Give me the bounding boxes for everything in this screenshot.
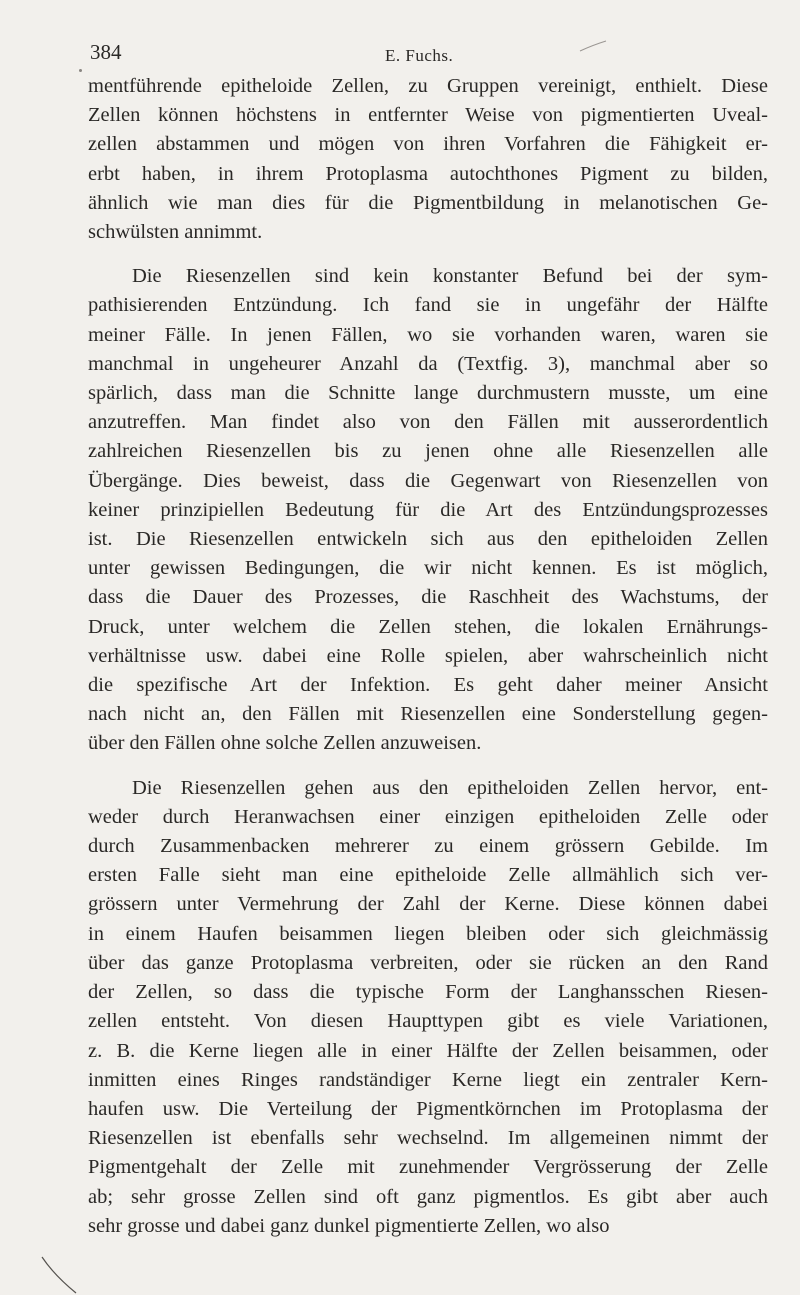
text-line: ähnlich wie man dies für die Pigmentbildung in melanotischen Ge- <box>88 191 768 214</box>
text-line: Die Riesenzellen gehen aus den epitheloiden Zellen hervor, ent- <box>132 776 768 799</box>
text-line: weder durch Heranwachsen einer einzigen epitheloiden Zelle oder <box>88 805 768 828</box>
running-head: E. Fuchs. <box>385 46 454 65</box>
text-line: mentführende epitheloide Zellen, zu Gruppen vereinigt, enthielt. Diese <box>88 75 768 97</box>
text-line: keiner prinzipiellen Bedeutung für die Art des Entzündungsprozesses <box>88 498 768 521</box>
text-line: zahlreichen Riesenzellen bis zu jenen ohne alle Riesenzellen alle <box>88 440 768 463</box>
text-line: Die Riesenzellen sind kein konstanter Befund bei der sym- <box>132 265 768 288</box>
text-line: ersten Falle sieht man eine epitheloide Zelle allmählich sich ver- <box>88 864 768 887</box>
text-line: manchmal in ungeheurer Anzahl da (Textfig. 3), manchmal aber so <box>88 352 768 375</box>
text-line: unter gewissen Bedingungen, die wir nicht kennen. Es ist möglich, <box>88 557 768 580</box>
text-line: durch Zusammenbacken mehrerer zu einem grössern Gebilde. Im <box>88 835 768 858</box>
text-line: Riesenzellen ist ebenfalls sehr wechselnd. Im allgemeinen nimmt der <box>88 1127 768 1150</box>
paragraph <box>88 262 768 758</box>
paragraph <box>88 72 768 247</box>
paragraph <box>88 774 768 1241</box>
text-line: zellen abstammen und mögen von ihren Vorfahren die Fähigkeit er- <box>88 133 768 156</box>
text-line: Zellen können höchstens in entfernter Weise von pigmentierten Uveal- <box>88 104 768 127</box>
text-line: schwülsten annimmt. <box>88 221 263 244</box>
page-number: 384 <box>90 40 122 64</box>
page-corner-line <box>40 1255 80 1295</box>
text-line: Druck, unter welchem die Zellen stehen, die lokalen Ernährungs- <box>88 615 768 638</box>
text-line: Pigmentgehalt der Zelle mit zunehmender Vergrösserung der Zelle <box>88 1156 768 1179</box>
text-line: Übergänge. Dies beweist, dass die Gegenwart von Riesenzellen von <box>88 469 768 492</box>
text-line: meiner Fälle. In jenen Fällen, wo sie vorhanden waren, waren sie <box>88 323 768 346</box>
text-line: grössern unter Vermehrung der Zahl der Kerne. Diese können dabei <box>88 893 768 916</box>
text-line: pathisierenden Entzündung. Ich fand sie in ungefähr der Hälfte <box>88 294 768 317</box>
text-line: der Zellen, so dass die typische Form der Langhansschen Riesen- <box>88 981 768 1004</box>
text-line: z. B. die Kerne liegen alle in einer Hälfte der Zellen beisammen, oder <box>88 1039 768 1062</box>
text-line: ab; sehr grosse Zellen sind oft ganz pigmentlos. Es gibt aber auch <box>88 1185 768 1208</box>
ink-speck <box>79 69 82 72</box>
text-line: sehr grosse und dabei ganz dunkel pigmentierte Zellen, wo also <box>88 1214 610 1237</box>
text-line: über das ganze Protoplasma verbreiten, oder sie rücken an den Rand <box>88 951 768 974</box>
text-line: in einem Haufen beisammen liegen bleiben oder sich gleichmässig <box>88 922 768 945</box>
text-line: erbt haben, in ihrem Protoplasma autochthones Pigment zu bilden, <box>88 162 768 185</box>
text-line: inmitten eines Ringes randständiger Kerne liegt ein zentraler Kern- <box>88 1068 768 1091</box>
text-line: verhältnisse usw. dabei eine Rolle spielen, aber wahrscheinlich nicht <box>88 644 768 667</box>
text-line: haufen usw. Die Verteilung der Pigmentkörnchen im Protoplasma der <box>88 1097 768 1120</box>
text-line: spärlich, dass man die Schnitte lange durchmustern musste, um eine <box>88 382 768 405</box>
text-line: ist. Die Riesenzellen entwickeln sich aus den epitheloiden Zellen <box>88 528 768 551</box>
text-line: anzutreffen. Man findet also von den Fällen mit ausserordentlich <box>88 411 768 434</box>
text-line: nach nicht an, den Fällen mit Riesenzellen eine Sonderstellung gegen- <box>88 703 768 726</box>
text-line: zellen entsteht. Von diesen Haupttypen gibt es viele Variationen, <box>88 1010 768 1033</box>
text-line: die spezifische Art der Infektion. Es geht daher meiner Ansicht <box>88 674 768 697</box>
body-text <box>88 72 768 1241</box>
page-header <box>90 40 760 76</box>
text-line: dass die Dauer des Prozesses, die Raschheit des Wachstums, der <box>88 586 768 609</box>
text-line: über den Fällen ohne solche Zellen anzuweisen. <box>88 732 482 755</box>
